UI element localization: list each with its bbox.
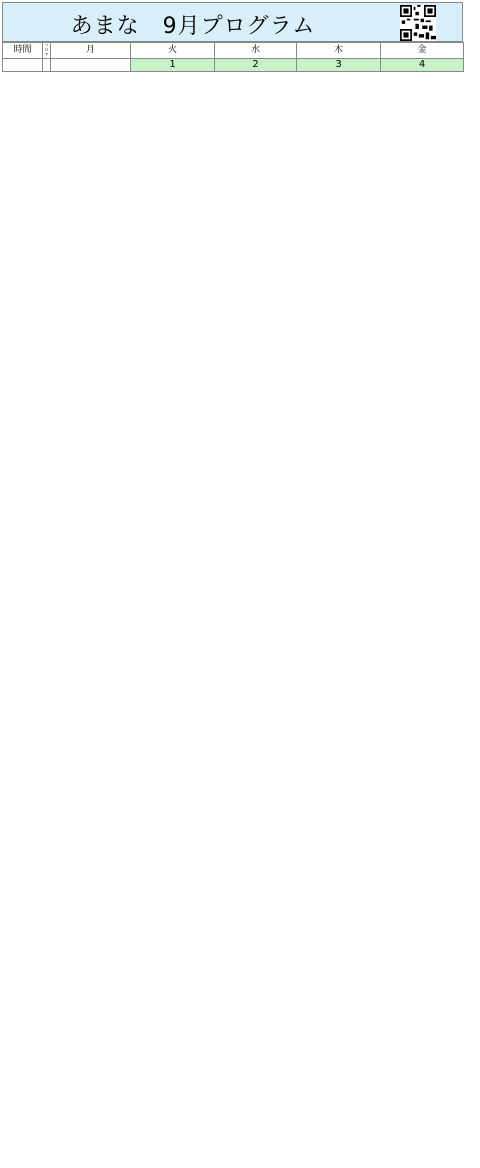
- schedule-table: [2, 42, 464, 72]
- date-cell: 3: [297, 59, 381, 72]
- date-cell: 1: [131, 59, 215, 72]
- qr-code-icon[interactable]: [400, 5, 436, 41]
- weekday-header: 水: [215, 43, 297, 59]
- schedule-header-row: [3, 43, 464, 59]
- date-row-spacer: [3, 59, 43, 72]
- weekday-header: 月: [51, 43, 131, 59]
- time-column-header: 時間: [3, 43, 43, 59]
- weekday-header: 火: [131, 43, 215, 59]
- header: [2, 2, 463, 42]
- date-row: [3, 59, 464, 72]
- date-row-spacer: [43, 59, 51, 72]
- floor-column-header: フロア: [44, 42, 49, 57]
- page-title: あまな 9月プログラム: [70, 14, 316, 39]
- date-cell: [51, 59, 131, 72]
- date-cell: 2: [215, 59, 297, 72]
- date-cell: 4: [381, 59, 464, 72]
- weekday-header: 木: [297, 43, 381, 59]
- weekday-header: 金: [381, 43, 464, 59]
